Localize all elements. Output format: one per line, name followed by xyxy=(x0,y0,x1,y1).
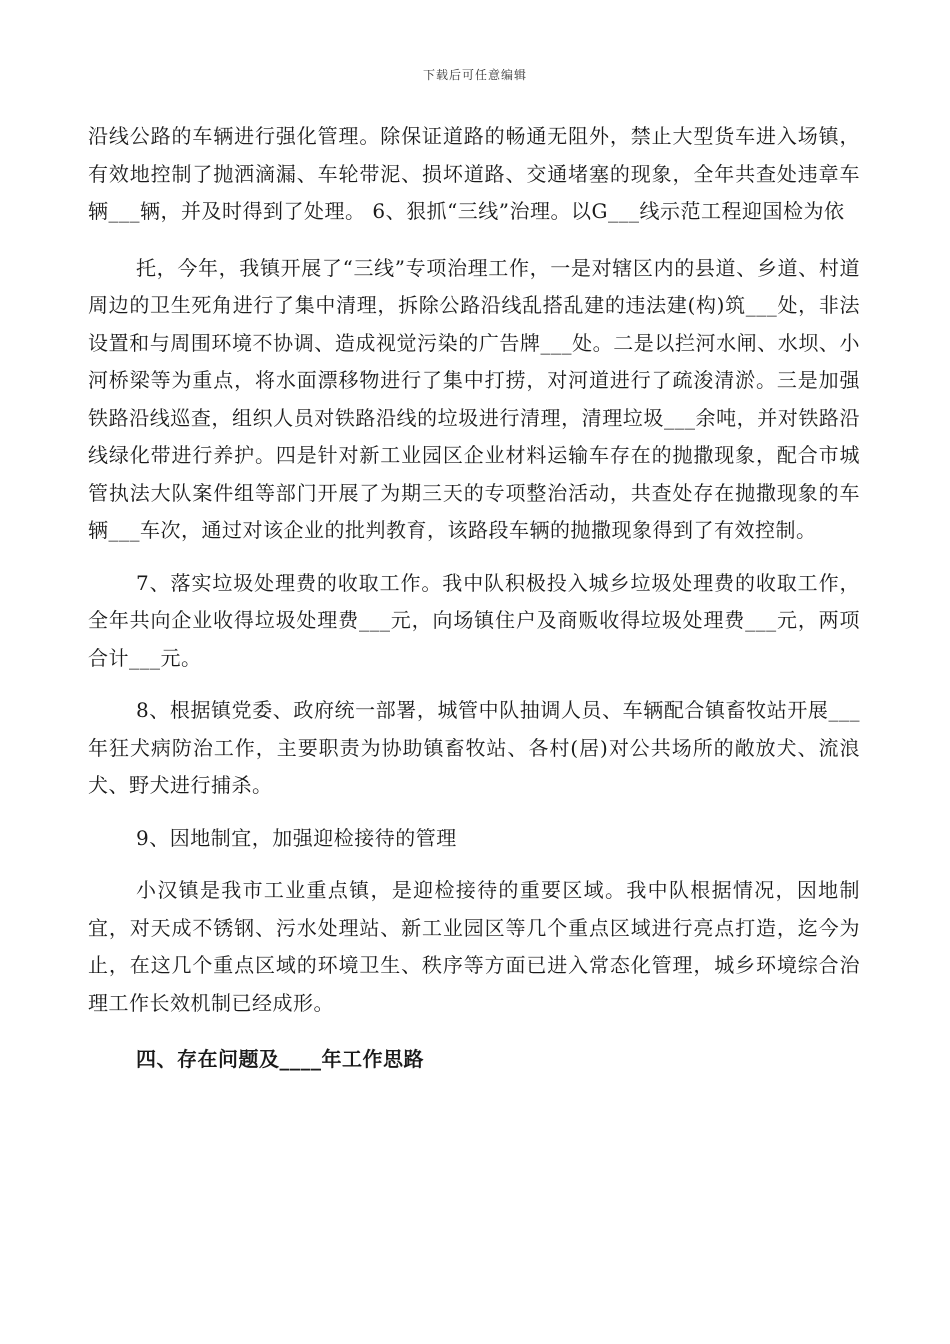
paragraph-rabies-control: 8、根据镇党委、政府统一部署，城管中队抽调人员、车辆配合镇畜牧站开展___年狂犬病防治工作，主要职责为协助镇畜牧站、各村(居)对公共场所的敞放犬、流浪犬、野犬进行捕杀。 xyxy=(88,698,860,797)
paragraph-traffic-control: 沿线公路的车辆进行强化管理。除保证道路的畅通无阻外，禁止大型货车进入场镇，有效地控制了抛洒滴漏、车轮带泥、损坏道路、交通堵塞的现象，全年共查处违章车辆___辆，并及时得到了处理。 6、狠抓“三线”治理。以G___线示范工程迎国检为依 xyxy=(88,124,860,223)
paragraph-inspection-heading: 9、因地制宜，加强迎检接待的管理 xyxy=(136,825,457,850)
paragraph-waste-fee: 7、落实垃圾处理费的收取工作。我中队积极投入城乡垃圾处理费的收取工作，全年共向企业收得垃圾处理费___元，向场镇住户及商贩收得垃圾处理费___元，两项合计___元。 xyxy=(88,570,860,670)
paragraph-key-town: 小汉镇是我市工业重点镇，是迎检接待的重要区域。我中队根据情况，因地制宜，对天成不锈钢、污水处理站、新工业园区等几个重点区域进行亮点打造，迄今为止，在这几个重点区域的环境卫生、秩序等方面已进入常态化管理，城乡环境综合治理工作长效机制已经成形。 xyxy=(88,878,860,1015)
paragraph-three-lines: 托，今年，我镇开展了“三线”专项治理工作，一是对辖区内的县道、乡道、村道周边的卫生死角进行了集中清理，拆除公路沿线乱搭乱建的违法建(构)筑___处，非法设置和与周围环境不协调、造成视觉污染的广告牌___处。二是以拦河水闸、水坝、小河桥梁等为重点，将水面漂移物进行了集中打捞，对河道进行了疏浚清淤。三是加强铁路沿线巡查，组织人员对铁路沿线的垃圾进行清理，清理垃圾___余吨，并对铁路沿线绿化带进行养护。四是针对新工业园区企业材料运输车存在的抛撒现象，配合市城管执法大队案件组等部门开展了为期三天的专项整治活动，共查处存在抛撒现象的车辆___车次，通过对该企业的批判教育，该路段车辆的抛撒现象得到了有效控制。 xyxy=(88,255,860,542)
section-heading: 四、存在问题及____年工作思路 xyxy=(136,1047,424,1071)
document-body xyxy=(88,118,860,1079)
page-header-note: 下载后可任意编辑 xyxy=(422,68,527,82)
